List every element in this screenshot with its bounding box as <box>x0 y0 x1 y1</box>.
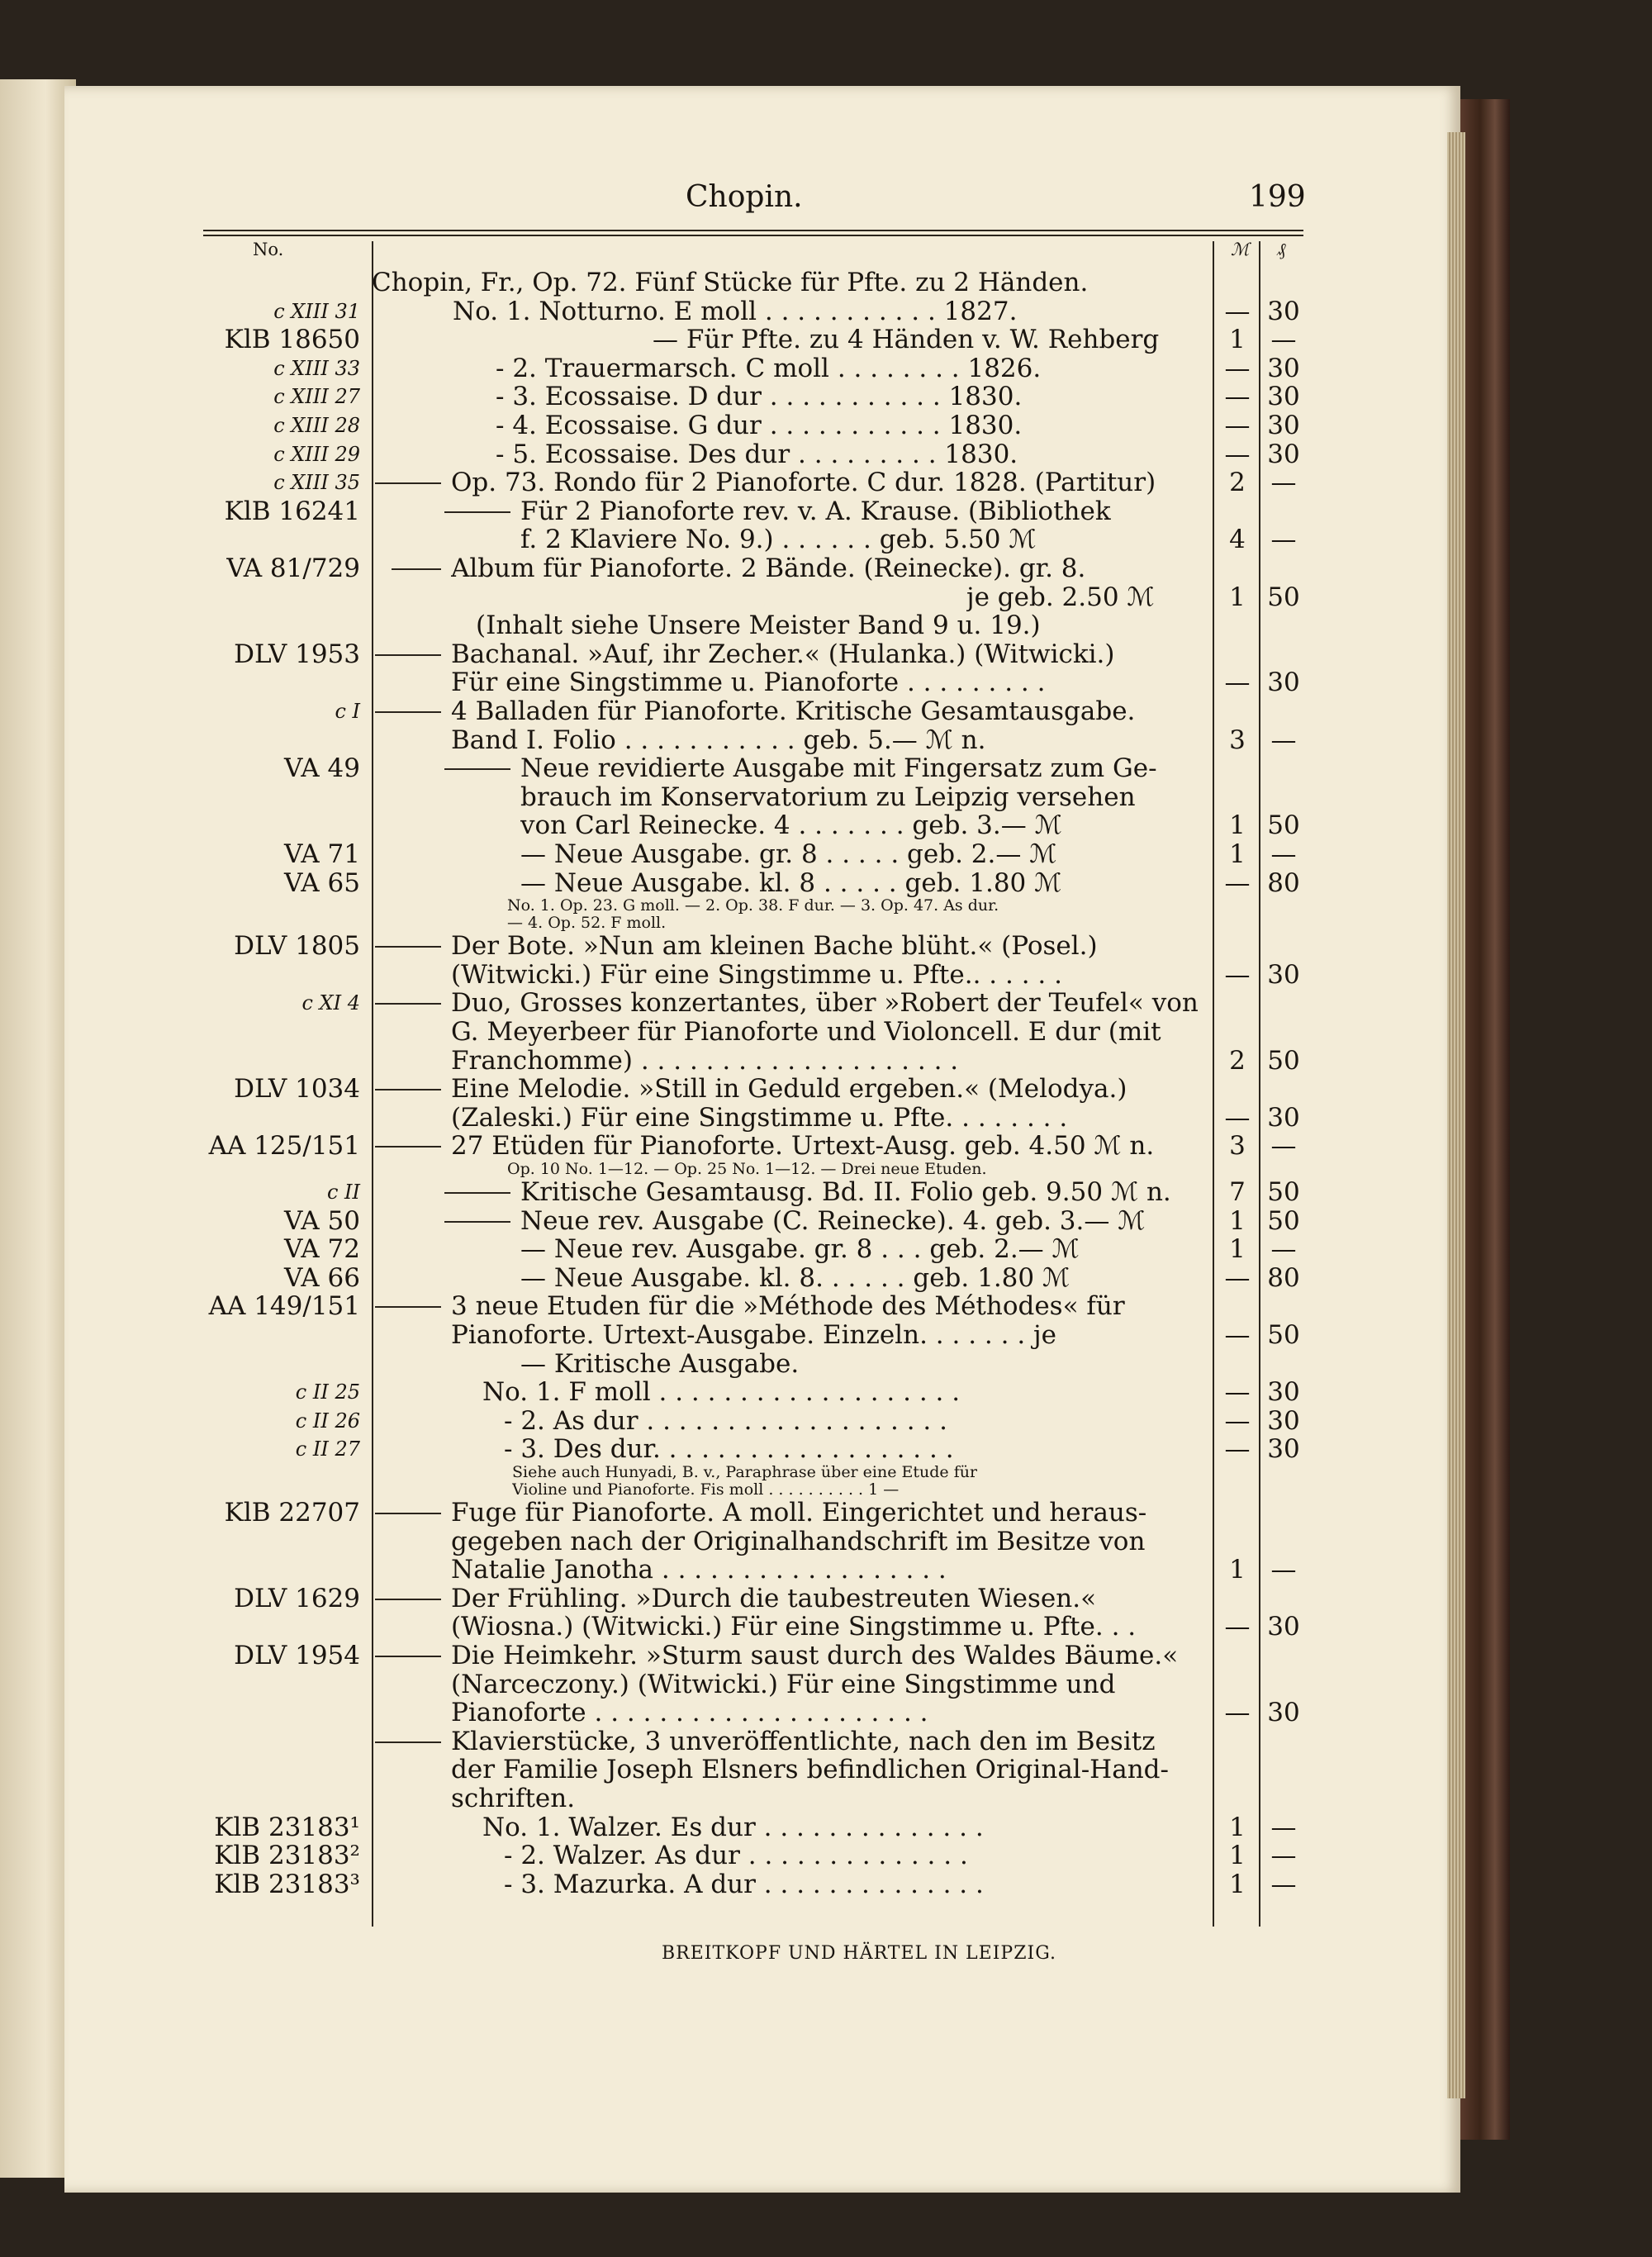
catalog-row <box>0 268 1652 297</box>
catalog-row <box>0 382 1652 411</box>
catalog-row <box>0 1103 1652 1133</box>
price-mark: 4 <box>1229 525 1246 555</box>
price-mark: 3 <box>1229 1131 1246 1162</box>
price-mark: 1 <box>1229 810 1246 841</box>
price-mark: — <box>1224 411 1251 440</box>
price-pfennig: 50 <box>1267 582 1300 612</box>
entry-text: Chopin, Fr., Op. 72. Fünf Stücke für Pfte. zu 2 Händen. <box>372 268 1089 297</box>
price-mark: 1 <box>1229 839 1246 869</box>
price-mark: 1 <box>1229 1841 1246 1871</box>
price-mark: — <box>1224 353 1251 383</box>
catalog-row <box>0 1320 1652 1350</box>
entry-text: No. 1. F moll . . . . . . . . . . . . . . . . . . . <box>482 1377 961 1408</box>
catalog-row <box>0 1584 1652 1613</box>
catalog-number: VA 71 <box>284 839 360 869</box>
catalog-number: DLV 1954 <box>234 1641 360 1670</box>
ditto-dash <box>444 768 510 770</box>
ditto-dash <box>375 1146 441 1148</box>
catalog-row <box>0 960 1652 990</box>
catalog-row <box>0 440 1652 469</box>
price-pfennig: 30 <box>1267 353 1300 383</box>
entry-text: Die Heimkehr. »Sturm saust durch des Waldes Bäume.« <box>451 1641 1179 1670</box>
publisher-footer: BREITKOPF UND HÄRTEL IN LEIPZIG. <box>662 1943 1056 1964</box>
price-pfennig: 50 <box>1267 1177 1300 1207</box>
catalog-row <box>0 810 1652 840</box>
price-pfennig: 30 <box>1267 1612 1300 1642</box>
catalog-number: KlB 23183² <box>214 1841 360 1871</box>
price-pfennig: 30 <box>1267 1698 1300 1728</box>
page-title: Chopin. <box>686 180 803 214</box>
entry-text: Band I. Folio . . . . . . . . . . . geb. 5.— ℳ n. <box>451 725 986 755</box>
entry-text: (Wiosna.) (Witwicki.) Für eine Singstimme u. Pfte. . . <box>451 1612 1137 1642</box>
entry-text: — Neue rev. Ausgabe. gr. 8 . . . geb. 2.— ℳ <box>520 1234 1080 1265</box>
entry-text: 4 Balladen für Pianoforte. Kritische Gesamtausgabe. <box>451 696 1136 726</box>
entry-text: No. 1. Op. 23. G moll. — 2. Op. 38. F dur. — 3. Op. 47. As dur. <box>507 896 999 915</box>
header-rule-top <box>203 230 1303 231</box>
entry-text: - 2. Walzer. As dur . . . . . . . . . . . . . . <box>504 1841 968 1871</box>
catalog-number: c II 25 <box>295 1380 360 1404</box>
catalog-row <box>0 1480 1652 1499</box>
price-mark: 1 <box>1229 1555 1246 1585</box>
catalog-row <box>0 1870 1652 1899</box>
entry-text: - 5. Ecossaise. Des dur . . . . . . . . . 1830. <box>496 439 1018 469</box>
catalog-row <box>0 988 1652 1018</box>
catalog-row <box>0 497 1652 526</box>
entry-text: Bachanal. »Auf, ihr Zecher.« (Hulanka.) (Witwicki.) <box>451 639 1115 669</box>
catalog-row <box>0 668 1652 697</box>
catalog-row <box>0 1234 1652 1264</box>
catalog-row <box>0 1784 1652 1813</box>
catalog-row <box>0 411 1652 440</box>
catalog-number: c XIII 27 <box>273 385 360 409</box>
price-pfennig: — <box>1270 1812 1297 1842</box>
entry-text: - 4. Ecossaise. G dur . . . . . . . . . . . 1830. <box>496 411 1023 440</box>
catalog-row <box>0 725 1652 755</box>
price-mark: — <box>1224 296 1251 326</box>
catalog-number: VA 50 <box>284 1205 360 1236</box>
entry-text: (Zaleski.) Für eine Singstimme u. Pfte. . . . . . . . <box>451 1102 1068 1133</box>
price-pfennig: 30 <box>1267 296 1300 326</box>
ditto-dash <box>375 1599 441 1600</box>
entry-text: Der Frühling. »Durch die taubestreuten Wiesen.« <box>451 1583 1097 1613</box>
entry-text: Für 2 Pianoforte rev. v. A. Krause. (Bibliothek <box>520 496 1111 526</box>
entry-text: Klavierstücke, 3 unveröffentlichte, nach den im Besitz <box>451 1726 1156 1756</box>
entry-text: — 4. Op. 52. F moll. <box>507 914 667 933</box>
catalog-number: VA 66 <box>284 1262 360 1293</box>
entry-text: Natalie Janotha . . . . . . . . . . . . . . . . . . <box>451 1555 947 1585</box>
price-pfennig: 50 <box>1267 1045 1300 1076</box>
ditto-dash <box>375 1741 441 1743</box>
price-pfennig: 30 <box>1267 1434 1300 1465</box>
ditto-dash <box>392 568 441 570</box>
entry-text: - 3. Mazurka. A dur . . . . . . . . . . . . . . <box>504 1869 984 1899</box>
catalog-row <box>0 1160 1652 1178</box>
catalog-number: KlB 23183¹ <box>214 1812 360 1842</box>
catalog-row <box>0 839 1652 869</box>
price-mark: — <box>1224 1434 1251 1465</box>
entry-text: — Neue Ausgabe. gr. 8 . . . . . geb. 2.— ℳ <box>520 839 1057 869</box>
price-pfennig: — <box>1270 1234 1297 1265</box>
price-mark: — <box>1224 959 1251 990</box>
catalog-row <box>0 896 1652 915</box>
catalog-row <box>0 468 1652 497</box>
catalog-row <box>0 1406 1652 1436</box>
price-pfennig: 30 <box>1267 1377 1300 1408</box>
page-number: 199 <box>1249 180 1306 214</box>
catalog-number: AA 125/151 <box>208 1131 360 1162</box>
price-pfennig: 30 <box>1267 959 1300 990</box>
catalog-row <box>0 325 1652 354</box>
catalog-row <box>0 554 1652 583</box>
price-mark: 1 <box>1229 325 1246 355</box>
entry-text: Eine Melodie. »Still in Geduld ergeben.« (Melodya.) <box>451 1074 1127 1105</box>
catalog-row <box>0 1377 1652 1407</box>
catalog-number: VA 65 <box>284 867 360 898</box>
price-mark: — <box>1224 668 1251 698</box>
price-mark: 1 <box>1229 1812 1246 1842</box>
catalog-row <box>0 1206 1652 1236</box>
catalog-row <box>0 297 1652 326</box>
catalog-row <box>0 1434 1652 1464</box>
catalog-number: VA 81/729 <box>226 554 360 583</box>
entry-text: Für eine Singstimme u. Pianoforte . . . . . . . . . <box>451 668 1046 698</box>
entry-text: — Für Pfte. zu 4 Händen v. W. Rehberg <box>653 325 1160 355</box>
catalog-row <box>0 639 1652 669</box>
entry-text: der Familie Joseph Elsners befindlichen Original-Hand- <box>451 1755 1169 1785</box>
price-pfennig: 80 <box>1267 1262 1300 1293</box>
catalog-row <box>0 782 1652 812</box>
price-pfennig: 30 <box>1267 668 1300 698</box>
ditto-dash <box>375 482 441 484</box>
entry-text: Neue revidierte Ausgabe mit Fingersatz zum Ge- <box>520 753 1157 784</box>
price-pfennig: — <box>1270 1841 1297 1871</box>
price-mark: 1 <box>1229 1869 1246 1899</box>
price-pfennig: 80 <box>1267 867 1300 898</box>
catalog-row <box>0 1670 1652 1699</box>
catalog-row <box>0 931 1652 961</box>
entry-text: G. Meyerbeer für Pianoforte und Violoncell. E dur (mit <box>451 1017 1161 1047</box>
catalog-number: DLV 1805 <box>234 931 360 962</box>
catalog-row <box>0 1755 1652 1784</box>
catalog-number: KlB 23183³ <box>214 1869 360 1899</box>
catalog-row <box>0 1555 1652 1585</box>
price-mark: — <box>1224 1405 1251 1436</box>
catalog-row <box>0 582 1652 612</box>
catalog-row <box>0 354 1652 383</box>
ditto-dash <box>375 711 441 713</box>
catalog-number: DLV 1629 <box>234 1583 360 1613</box>
catalog-row <box>0 1841 1652 1870</box>
ditto-dash <box>375 1089 441 1090</box>
price-mark: — <box>1224 867 1251 898</box>
ditto-dash <box>375 946 441 948</box>
price-pfennig: — <box>1270 325 1297 355</box>
column-header-no: No. <box>253 240 284 259</box>
catalog-number: DLV 1953 <box>234 639 360 669</box>
entry-text: Kritische Gesamtausg. Bd. II. Folio geb. 9.50 ℳ n. <box>520 1177 1171 1207</box>
entry-text: Violine und Pianoforte. Fis moll . . . . . . . . . . 1 — <box>512 1480 900 1499</box>
column-header-mark: ℳ <box>1231 240 1250 259</box>
catalog-row <box>0 1349 1652 1379</box>
catalog-number: c I <box>335 700 360 723</box>
catalog-number: c XIII 31 <box>273 299 360 323</box>
ditto-dash <box>444 511 510 513</box>
entry-text: Der Bote. »Nun am kleinen Bache blüht.« (Posel.) <box>451 931 1098 962</box>
price-mark: 2 <box>1229 1045 1246 1076</box>
entry-text: (Inhalt siehe Unsere Meister Band 9 u. 19.) <box>476 611 1041 641</box>
entry-text: je geb. 2.50 ℳ <box>966 582 1155 612</box>
entry-text: Siehe auch Hunyadi, B. v., Paraphrase über eine Etude für <box>512 1463 978 1481</box>
entry-text: Fuge für Pianoforte. A moll. Eingerichtet und heraus- <box>451 1498 1147 1528</box>
catalog-number: AA 149/151 <box>208 1291 360 1322</box>
price-pfennig: — <box>1270 468 1297 498</box>
entry-text: 27 Etüden für Pianoforte. Urtext-Ausg. geb. 4.50 ℳ n. <box>451 1131 1155 1162</box>
entry-text: - 3. Ecossaise. D dur . . . . . . . . . . . 1830. <box>496 382 1023 412</box>
catalog-row <box>0 1641 1652 1670</box>
catalog-row <box>0 1263 1652 1293</box>
entry-text: von Carl Reinecke. 4 . . . . . . . geb. 3.— ℳ <box>520 810 1062 841</box>
price-pfennig: — <box>1270 725 1297 755</box>
entry-text: - 3. Des dur. . . . . . . . . . . . . . . . . . . <box>504 1434 954 1465</box>
catalog-number: c XI 4 <box>301 991 360 1015</box>
catalog-row <box>0 1177 1652 1207</box>
price-pfennig: 30 <box>1267 382 1300 412</box>
entry-text: gegeben nach der Originalhandschrift im Besitze von <box>451 1526 1146 1556</box>
catalog-row <box>0 1813 1652 1842</box>
catalog-row <box>0 696 1652 726</box>
price-pfennig: 30 <box>1267 411 1300 440</box>
catalog-row <box>0 1498 1652 1528</box>
catalog-number: c II <box>326 1181 360 1204</box>
price-pfennig: — <box>1270 1131 1297 1162</box>
entry-text: Op. 10 No. 1—12. — Op. 25 No. 1—12. — Drei neue Etuden. <box>507 1160 987 1178</box>
price-mark: 7 <box>1229 1177 1246 1207</box>
price-pfennig: — <box>1270 839 1297 869</box>
catalog-row <box>0 868 1652 898</box>
entry-text: (Narceczony.) (Witwicki.) Für eine Singstimme und <box>451 1669 1116 1699</box>
entry-text: — Kritische Ausgabe. <box>520 1348 800 1379</box>
price-mark: — <box>1224 1262 1251 1293</box>
entry-text: No. 1. Notturno. E moll . . . . . . . . . . . 1827. <box>453 296 1018 326</box>
catalog-number: KlB 18650 <box>224 325 360 355</box>
entry-text: Album für Pianoforte. 2 Bände. (Reinecke). gr. 8. <box>451 554 1086 583</box>
price-pfennig: 50 <box>1267 1205 1300 1236</box>
catalog-row <box>0 1131 1652 1161</box>
catalog-row <box>0 1698 1652 1727</box>
catalog-number: VA 49 <box>284 753 360 784</box>
catalog-number: KlB 16241 <box>224 496 360 526</box>
catalog-row <box>0 1291 1652 1321</box>
entry-text: (Witwicki.) Für eine Singstimme u. Pfte.. . . . . . <box>451 959 1062 990</box>
entry-text: Pianoforte. Urtext-Ausgabe. Einzeln. . . . . . . je <box>451 1320 1056 1350</box>
price-mark: — <box>1224 1102 1251 1133</box>
ditto-dash <box>375 1513 441 1514</box>
price-mark: — <box>1224 382 1251 412</box>
catalog-number: c XIII 28 <box>273 414 360 437</box>
entry-text: Duo, Grosses konzertantes, über »Robert der Teufel« von <box>451 988 1199 1019</box>
price-mark: 3 <box>1229 725 1246 755</box>
price-mark: — <box>1224 1698 1251 1728</box>
catalog-row <box>0 914 1652 932</box>
ditto-dash <box>375 1306 441 1308</box>
entry-text: 3 neue Etuden für die »Méthode des Méthodes« für <box>451 1291 1125 1322</box>
price-pfennig: 50 <box>1267 810 1300 841</box>
entry-text: — Neue Ausgabe. kl. 8. . . . . . geb. 1.80 ℳ <box>520 1262 1070 1293</box>
entry-text: brauch im Konservatorium zu Leipzig versehen <box>520 782 1136 812</box>
price-mark: — <box>1224 1612 1251 1642</box>
header-rule-bottom <box>203 235 1303 236</box>
catalog-row <box>0 611 1652 640</box>
entry-text: — Neue Ausgabe. kl. 8 . . . . . geb. 1.80 ℳ <box>520 867 1062 898</box>
catalog-row <box>0 1463 1652 1481</box>
catalog-row <box>0 1612 1652 1642</box>
catalog-row <box>0 1527 1652 1556</box>
entry-text: Pianoforte . . . . . . . . . . . . . . . . . . . . . <box>451 1698 928 1728</box>
catalog-number: DLV 1034 <box>234 1074 360 1105</box>
catalog-number: c II 26 <box>295 1409 360 1433</box>
entry-text: - 2. Trauermarsch. C moll . . . . . . . . 1826. <box>496 353 1042 383</box>
catalog-row <box>0 1046 1652 1076</box>
price-pfennig: — <box>1270 1869 1297 1899</box>
entry-text: f. 2 Klaviere No. 9.) . . . . . . geb. 5.50 ℳ <box>520 525 1037 555</box>
ditto-dash <box>375 654 441 656</box>
price-mark: — <box>1224 1320 1251 1350</box>
entry-text: Neue rev. Ausgabe (C. Reinecke). 4. geb. 3.— ℳ <box>520 1205 1146 1236</box>
price-mark: 2 <box>1229 468 1246 498</box>
price-mark: — <box>1224 439 1251 469</box>
entry-text: - 2. As dur . . . . . . . . . . . . . . . . . . . <box>504 1405 947 1436</box>
catalog-row <box>0 753 1652 783</box>
catalog-row <box>0 1727 1652 1756</box>
price-pfennig: 30 <box>1267 1102 1300 1133</box>
price-pfennig: 50 <box>1267 1320 1300 1350</box>
ditto-dash <box>444 1192 510 1194</box>
price-pfennig: — <box>1270 525 1297 555</box>
catalog-row <box>0 525 1652 554</box>
catalog-number: KlB 22707 <box>224 1498 360 1528</box>
catalog-number: c XIII 29 <box>273 442 360 466</box>
price-pfennig: 30 <box>1267 439 1300 469</box>
ditto-dash <box>375 1003 441 1005</box>
price-mark: 1 <box>1229 1234 1246 1265</box>
entry-text: Franchomme) . . . . . . . . . . . . . . . . . . . . <box>451 1045 959 1076</box>
ditto-dash <box>444 1221 510 1223</box>
catalog-row <box>0 1017 1652 1047</box>
price-pfennig: 30 <box>1267 1405 1300 1436</box>
catalog-number: VA 72 <box>284 1234 360 1265</box>
price-pfennig: — <box>1270 1555 1297 1585</box>
entry-text: schriften. <box>451 1784 576 1813</box>
price-mark: — <box>1224 1377 1251 1408</box>
entry-text: No. 1. Walzer. Es dur . . . . . . . . . . . . . . <box>482 1812 984 1842</box>
catalog-number: c XIII 35 <box>273 471 360 495</box>
price-mark: 1 <box>1229 1205 1246 1236</box>
catalog-row <box>0 1074 1652 1104</box>
entry-text: Op. 73. Rondo für 2 Pianoforte. C dur. 1828. (Partitur) <box>451 468 1156 498</box>
column-header-pf: ₰ <box>1277 240 1286 259</box>
ditto-dash <box>375 1656 441 1657</box>
catalog-number: c II 27 <box>295 1437 360 1461</box>
price-mark: 1 <box>1229 582 1246 612</box>
catalog-number: c XIII 33 <box>273 356 360 380</box>
